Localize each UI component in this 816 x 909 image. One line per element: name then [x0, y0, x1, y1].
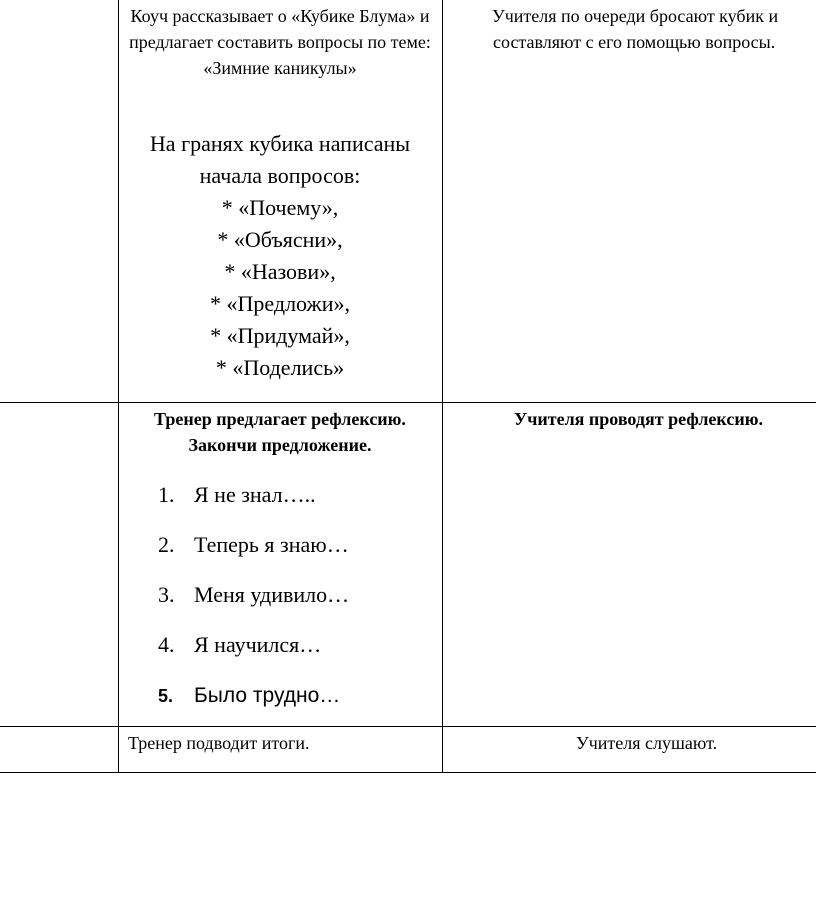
reflection-list — [158, 482, 438, 732]
teachers-line1: Учителя по очереди бросают кубик и — [492, 6, 779, 26]
item-number: 1. — [158, 482, 175, 507]
cube-item: * «Предложи», — [210, 291, 350, 316]
item-number: 2. — [158, 532, 175, 557]
cube-heading-line2: начала вопросов: — [199, 163, 361, 188]
reflection-item — [158, 582, 438, 632]
trainer-line2: Закончи предложение. — [188, 435, 372, 455]
cube-heading-line1: На гранях кубика написаны — [149, 131, 411, 156]
cube-item: * «Почему», — [221, 195, 339, 220]
cube-item: * «Придумай», — [210, 323, 350, 348]
teachers-reflection-text: Учителя проводят рефлексию. — [514, 409, 763, 429]
cube-item: * «Объясни», — [217, 227, 343, 252]
cube-item: * «Назови», — [224, 259, 336, 284]
item-text: Я не знал….. — [194, 482, 316, 507]
item-number: 5. — [158, 686, 174, 706]
trainer-line1: Тренер предлагает рефлексию. — [154, 409, 406, 429]
item-number: 3. — [158, 582, 175, 607]
teachers-line2: составляют с его помощью вопросы. — [493, 32, 776, 52]
item-text: Теперь я знаю… — [194, 532, 349, 557]
cube-heading — [124, 128, 436, 384]
reflection-item — [158, 682, 438, 732]
table-border-middle — [442, 0, 443, 773]
reflection-item — [158, 482, 438, 532]
trainer-reflection-heading — [124, 406, 436, 458]
reflection-item — [158, 632, 438, 682]
cube-item: * «Поделись» — [215, 355, 345, 380]
coach-intro-text: Коуч рассказывает о «Кубике Блума» и предлагает составить вопросы по теме: «Зимние каникулы» — [129, 6, 431, 78]
trainer-summary-text: Тренер подводит итоги. — [128, 733, 310, 753]
item-text: Я научился… — [194, 632, 322, 657]
teachers-listen-text: Учителя слушают. — [576, 733, 718, 753]
table-border-left — [118, 0, 119, 773]
table-border-bottom — [0, 772, 816, 773]
item-text: Меня удивило… — [194, 582, 350, 607]
item-text: Было трудно… — [194, 684, 341, 707]
item-number: 4. — [158, 632, 175, 657]
reflection-item — [158, 532, 438, 582]
teachers-roll-cube-text — [443, 3, 816, 55]
row-divider-1 — [0, 402, 816, 403]
